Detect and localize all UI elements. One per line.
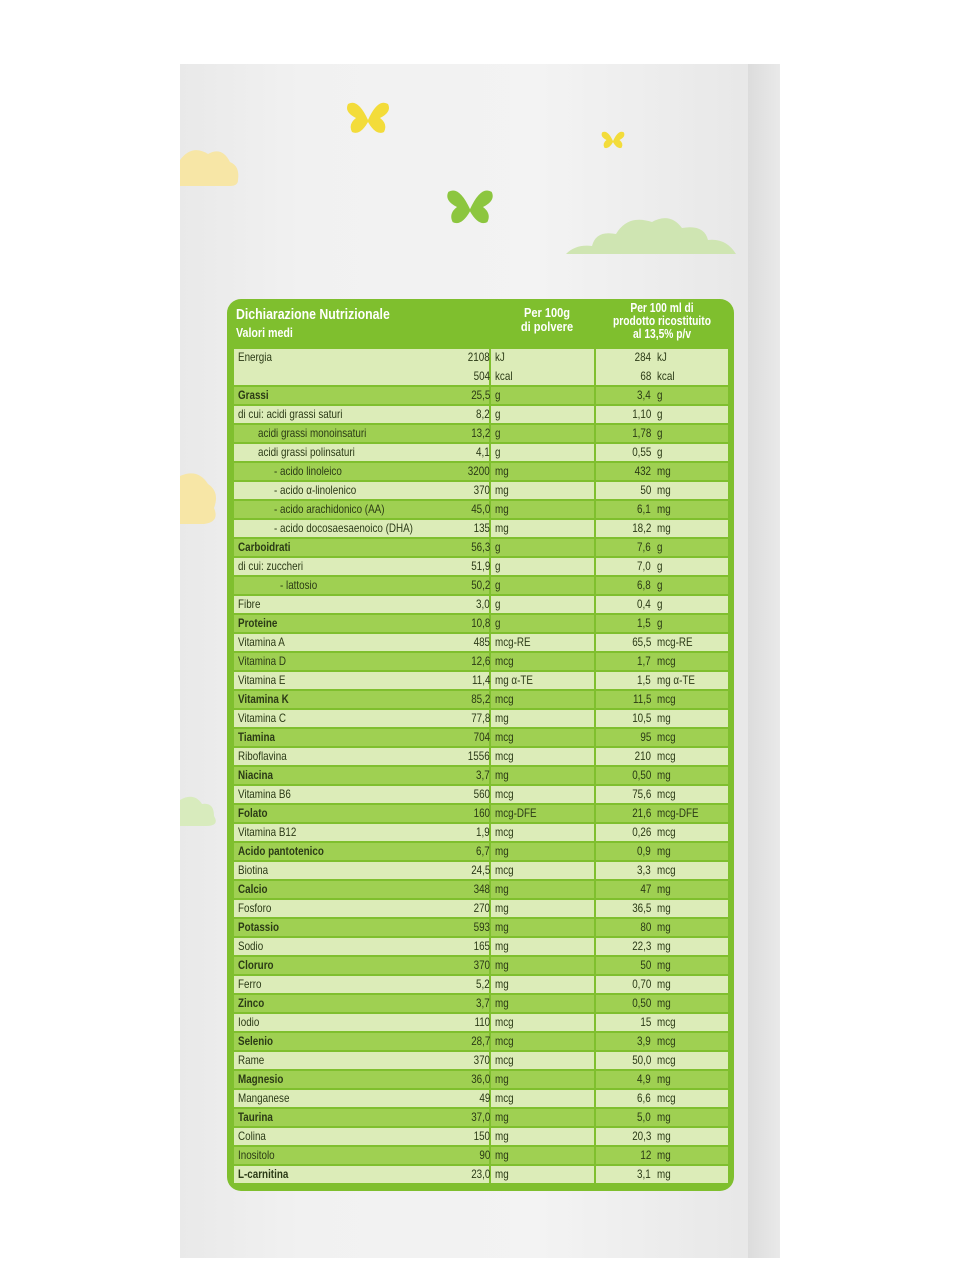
unit-per-100ml: g: [657, 407, 663, 421]
table-row: [234, 387, 728, 404]
nutrient-label: - acido arachidonico (AA): [274, 502, 385, 516]
value-per-100g: 28,7: [470, 1034, 490, 1048]
value-per-100ml: 1,10: [631, 407, 651, 421]
unit-per-100ml: mg α-TE: [657, 673, 695, 687]
value-per-100ml: 95: [640, 730, 651, 744]
unit-per-100g: mg: [495, 502, 509, 516]
table-row: [234, 349, 728, 385]
nutrient-label: acidi grassi polinsaturi: [258, 445, 355, 459]
value-per-100g: 10,8: [470, 616, 490, 630]
nutrient-label: - acido docosaesaenoico (DHA): [274, 521, 413, 535]
value-per-100g: 90: [479, 1148, 490, 1162]
nutrient-label: Vitamina K: [238, 692, 289, 706]
unit-per-100g: mg: [495, 1167, 509, 1181]
unit-per-100ml: mg: [657, 502, 671, 516]
table-subtitle: Valori medi: [236, 325, 293, 340]
table-row: [234, 881, 728, 898]
nutrient-label: Grassi: [238, 388, 269, 402]
value-per-100ml: 65,5: [631, 635, 651, 649]
value-per-100ml: 22,3: [631, 939, 651, 953]
unit-per-100ml: mcg: [657, 1015, 676, 1029]
nutrient-label: - lattosio: [280, 578, 318, 592]
unit-per-100ml: mg: [657, 844, 671, 858]
unit-per-100ml: mg: [657, 977, 671, 991]
nutrient-label: Niacina: [238, 768, 274, 782]
table-row: [234, 1014, 728, 1031]
nutrient-label: L-carnitina: [238, 1167, 289, 1181]
value-per-100ml: 0,9: [637, 844, 651, 858]
unit-per-100g: g: [495, 616, 501, 630]
unit-per-100ml: mg: [657, 464, 671, 478]
value-per-100g: 8,2: [476, 407, 490, 421]
value-per-100ml: 47: [640, 882, 651, 896]
value-per-100g: 1,9: [476, 825, 490, 839]
value-per-100ml: 6,8: [637, 578, 651, 592]
column-header-per-100ml: Per 100 ml di prodotto ricostituito al 13,5% p/v: [613, 301, 711, 341]
unit-per-100g: mcg: [495, 749, 514, 763]
unit-per-100g: mg: [495, 711, 509, 725]
value-per-100ml: 20,3: [631, 1129, 651, 1143]
value-per-100ml: 3,9: [637, 1034, 651, 1048]
nutrient-label: Rame: [238, 1053, 265, 1067]
value-per-100ml: 1,7: [637, 654, 651, 668]
nutrient-label: Riboflavina: [238, 749, 287, 763]
value-per-100g: 485: [473, 635, 490, 649]
nutrient-label: Proteine: [238, 616, 278, 630]
table-row: [234, 919, 728, 936]
value-per-100g: 370: [473, 1053, 490, 1067]
unit-per-100ml: mg: [657, 1167, 671, 1181]
nutrient-label: - acido α-linolenico: [274, 483, 357, 497]
unit-per-100ml: mg: [657, 521, 671, 535]
unit-per-100g: mg: [495, 768, 509, 782]
unit-per-100ml: mcg: [657, 1091, 676, 1105]
unit-per-100g: mg: [495, 844, 509, 858]
value-per-100g: 49: [479, 1091, 490, 1105]
nutrient-label: di cui: acidi grassi saturi: [238, 407, 343, 421]
value-per-100g: 5,2: [476, 977, 490, 991]
nutrient-label: Selenio: [238, 1034, 274, 1048]
unit-per-100ml: mcg-RE: [657, 635, 693, 649]
unit-per-100g: mg: [495, 1148, 509, 1162]
unit-per-100ml: mg: [657, 1129, 671, 1143]
value-per-100g: 165: [473, 939, 490, 953]
table-row: [234, 767, 728, 784]
butterfly-icon: [344, 98, 392, 138]
value-per-100ml: 6,1: [637, 502, 651, 516]
table-row: [234, 729, 728, 746]
unit-per-100g: g: [495, 445, 501, 459]
value-per-100g: 50,2: [470, 578, 490, 592]
table-row: [234, 748, 728, 765]
nutrient-label: Fibre: [238, 597, 261, 611]
value-per-100g: 3,0: [476, 597, 490, 611]
unit-per-100g: kJ: [495, 350, 505, 364]
cloud-icon: [180, 468, 220, 528]
nutrient-label: Acido pantotenico: [238, 844, 324, 858]
value-per-100g: 110: [474, 1015, 490, 1029]
value-per-100ml: 3,4: [637, 388, 651, 402]
value-per-100g: 370: [473, 958, 490, 972]
unit-per-100ml: mg: [657, 882, 671, 896]
unit-per-100g: mg: [495, 977, 509, 991]
value-per-100ml: 1,5: [637, 673, 651, 687]
value-per-100g: 704: [473, 730, 490, 744]
value-per-100ml: 21,6: [631, 806, 651, 820]
value-per-100ml: 68: [640, 369, 651, 383]
unit-per-100ml: mg: [657, 1110, 671, 1124]
nutrition-table: [227, 299, 734, 1191]
cloud-icon: [180, 790, 220, 830]
unit-per-100ml: mg: [657, 1148, 671, 1162]
value-per-100g: 4,1: [476, 445, 490, 459]
table-row: [234, 976, 728, 993]
value-per-100g: 56,3: [470, 540, 490, 554]
table-row: [234, 425, 728, 442]
value-per-100ml: 50,0: [631, 1053, 651, 1067]
unit-per-100ml: kJ: [657, 350, 667, 364]
table-row: [234, 539, 728, 556]
unit-per-100ml: mcg: [657, 1034, 676, 1048]
table-row: [234, 900, 728, 917]
nutrient-label: Vitamina D: [238, 654, 286, 668]
value-per-100ml: 0,4: [637, 597, 651, 611]
unit-per-100g: mcg: [495, 1053, 514, 1067]
unit-per-100ml: mcg: [657, 825, 676, 839]
table-row: [234, 824, 728, 841]
unit-per-100ml: mcg: [657, 787, 676, 801]
unit-per-100ml: g: [657, 540, 663, 554]
nutrient-label: Manganese: [238, 1091, 290, 1105]
unit-per-100ml: mg: [657, 939, 671, 953]
value-per-100g: 593: [473, 920, 490, 934]
value-per-100ml: 0,50: [631, 768, 651, 782]
table-row: [234, 1128, 728, 1145]
unit-per-100ml: mcg: [657, 749, 676, 763]
value-per-100ml: 0,55: [631, 445, 651, 459]
value-per-100g: 3,7: [476, 768, 490, 782]
table-row: [234, 596, 728, 613]
nutrient-label: Fosforo: [238, 901, 272, 915]
value-per-100g: 3,7: [476, 996, 490, 1010]
table-title: Dichiarazione Nutrizionale: [236, 306, 390, 323]
nutrient-label: Cloruro: [238, 958, 274, 972]
unit-per-100g: g: [495, 388, 501, 402]
unit-per-100ml: mcg: [657, 730, 676, 744]
nutrient-label: Calcio: [238, 882, 268, 896]
table-body: [234, 349, 728, 1185]
unit-per-100g: mcg: [495, 863, 514, 877]
value-per-100ml: 7,6: [637, 540, 651, 554]
unit-per-100ml: mcg: [657, 692, 676, 706]
value-per-100ml: 5,0: [637, 1110, 651, 1124]
unit-per-100g: g: [495, 426, 501, 440]
value-per-100g: 24,5: [470, 863, 490, 877]
box-side-edge: [748, 64, 780, 1258]
unit-per-100ml: mg: [657, 1072, 671, 1086]
unit-per-100ml: g: [657, 578, 663, 592]
table-row: [234, 463, 728, 480]
value-per-100g: 370: [473, 483, 490, 497]
value-per-100ml: 7,0: [637, 559, 651, 573]
table-row: [234, 1090, 728, 1107]
value-per-100g: 6,7: [476, 844, 490, 858]
value-per-100g: 36,0: [470, 1072, 490, 1086]
nutrient-label: Taurina: [238, 1110, 273, 1124]
unit-per-100g: mg: [495, 996, 509, 1010]
value-per-100g: 37,0: [470, 1110, 490, 1124]
cloud-icon: [566, 210, 736, 256]
unit-per-100g: mcg-DFE: [495, 806, 537, 820]
value-per-100ml: 4,9: [637, 1072, 651, 1086]
value-per-100ml: 1,5: [637, 616, 651, 630]
value-per-100ml: 36,5: [631, 901, 651, 915]
value-per-100g: 13,2: [470, 426, 490, 440]
value-per-100ml: 18,2: [631, 521, 651, 535]
nutrient-label: Vitamina B6: [238, 787, 291, 801]
unit-per-100ml: mcg-DFE: [657, 806, 699, 820]
nutrient-label: Vitamina C: [238, 711, 286, 725]
unit-per-100g: mcg: [495, 654, 514, 668]
table-row: [234, 805, 728, 822]
unit-per-100g: mcg: [495, 1034, 514, 1048]
value-per-100g: 560: [473, 787, 490, 801]
table-row: [234, 577, 728, 594]
unit-per-100g: mcg: [495, 787, 514, 801]
unit-per-100g: mg: [495, 1129, 509, 1143]
nutrient-label: Biotina: [238, 863, 269, 877]
unit-per-100g: mcg: [495, 1015, 514, 1029]
nutrient-label: Inositolo: [238, 1148, 275, 1162]
nutrient-label: Vitamina A: [238, 635, 285, 649]
table-header: [227, 299, 734, 349]
value-per-100g: 2108: [468, 350, 490, 364]
unit-per-100g: mg: [495, 882, 509, 896]
unit-per-100ml: kcal: [657, 369, 675, 383]
unit-per-100ml: mg: [657, 711, 671, 725]
value-per-100ml: 0,70: [631, 977, 651, 991]
value-per-100g: 25,5: [470, 388, 490, 402]
value-per-100ml: 284: [634, 350, 651, 364]
table-row: [234, 653, 728, 670]
value-per-100g: 270: [473, 901, 490, 915]
table-row: [234, 1071, 728, 1088]
value-per-100ml: 75,6: [631, 787, 651, 801]
unit-per-100g: g: [495, 407, 501, 421]
nutrient-label: Carboidrati: [238, 540, 291, 554]
nutrient-label: Iodio: [238, 1015, 260, 1029]
unit-per-100g: mcg-RE: [495, 635, 531, 649]
nutrient-label: di cui: zuccheri: [238, 559, 304, 573]
table-row: [234, 786, 728, 803]
unit-per-100g: mg: [495, 464, 509, 478]
column-header-per-100g: Per 100g di polvere: [520, 305, 574, 334]
butterfly-icon: [444, 184, 496, 230]
unit-per-100g: mg: [495, 958, 509, 972]
table-row: [234, 615, 728, 632]
unit-per-100ml: mg: [657, 920, 671, 934]
value-per-100ml: 80: [640, 920, 651, 934]
value-per-100g: 11,4: [471, 673, 490, 687]
value-per-100g: 504: [473, 369, 490, 383]
table-row: [234, 710, 728, 727]
nutrient-label: Folato: [238, 806, 268, 820]
nutrient-label: Sodio: [238, 939, 264, 953]
value-per-100ml: 6,6: [637, 1091, 651, 1105]
table-row: [234, 406, 728, 423]
unit-per-100g: mg: [495, 939, 509, 953]
unit-per-100ml: mg: [657, 996, 671, 1010]
value-per-100ml: 0,26: [631, 825, 651, 839]
unit-per-100ml: g: [657, 616, 663, 630]
unit-per-100ml: mg: [657, 958, 671, 972]
table-row: [234, 558, 728, 575]
unit-per-100g: g: [495, 540, 501, 554]
value-per-100g: 3200: [468, 464, 490, 478]
nutrient-label: Tiamina: [238, 730, 276, 744]
table-row: [234, 1033, 728, 1050]
value-per-100ml: 210: [634, 749, 651, 763]
value-per-100g: 160: [473, 806, 490, 820]
value-per-100ml: 10,5: [631, 711, 651, 725]
nutrient-label: - acido linoleico: [274, 464, 342, 478]
nutrient-label: Potassio: [238, 920, 280, 934]
table-row: [234, 501, 728, 518]
table-row: [234, 1052, 728, 1069]
value-per-100g: 1556: [468, 749, 490, 763]
cloud-icon: [180, 140, 240, 190]
unit-per-100ml: g: [657, 445, 663, 459]
unit-per-100g: mcg: [495, 825, 514, 839]
table-row: [234, 482, 728, 499]
table-row: [234, 957, 728, 974]
table-row: [234, 843, 728, 860]
unit-per-100ml: g: [657, 597, 663, 611]
value-per-100g: 45,0: [470, 502, 490, 516]
unit-per-100ml: g: [657, 388, 663, 402]
unit-per-100ml: mg: [657, 901, 671, 915]
value-per-100g: 135: [473, 521, 490, 535]
value-per-100g: 51,9: [470, 559, 490, 573]
table-row: [234, 444, 728, 461]
table-row: [234, 995, 728, 1012]
value-per-100ml: 50: [640, 483, 651, 497]
value-per-100g: 77,8: [470, 711, 490, 725]
nutrient-label: Zinco: [238, 996, 265, 1010]
unit-per-100g: mcg: [495, 730, 514, 744]
table-row: [234, 862, 728, 879]
nutrient-label: Colina: [238, 1129, 266, 1143]
unit-per-100g: mg: [495, 1072, 509, 1086]
table-row: [234, 634, 728, 651]
unit-per-100ml: mg: [657, 768, 671, 782]
value-per-100ml: 11,5: [632, 692, 651, 706]
table-row: [234, 1147, 728, 1164]
unit-per-100g: kcal: [495, 369, 513, 383]
table-row: [234, 520, 728, 537]
unit-per-100ml: g: [657, 559, 663, 573]
value-per-100g: 348: [473, 882, 490, 896]
table-row: [234, 938, 728, 955]
value-per-100ml: 50: [640, 958, 651, 972]
value-per-100g: 85,2: [470, 692, 490, 706]
value-per-100g: 12,6: [470, 654, 490, 668]
value-per-100ml: 12: [640, 1148, 651, 1162]
value-per-100ml: 3,3: [637, 863, 651, 877]
table-row: [234, 1109, 728, 1126]
unit-per-100ml: mcg: [657, 863, 676, 877]
table-row: [234, 1166, 728, 1183]
unit-per-100ml: mg: [657, 483, 671, 497]
nutrient-label: Vitamina E: [238, 673, 286, 687]
unit-per-100ml: mcg: [657, 654, 676, 668]
unit-per-100g: g: [495, 559, 501, 573]
unit-per-100g: mg α-TE: [495, 673, 533, 687]
nutrient-label: Magnesio: [238, 1072, 284, 1086]
butterfly-icon: [600, 128, 626, 152]
nutrient-label: Energia: [238, 350, 272, 364]
unit-per-100ml: g: [657, 426, 663, 440]
nutrient-label: Ferro: [238, 977, 262, 991]
unit-per-100g: mg: [495, 521, 509, 535]
unit-per-100g: g: [495, 578, 501, 592]
value-per-100g: 150: [473, 1129, 490, 1143]
value-per-100g: 23,0: [470, 1167, 490, 1181]
unit-per-100ml: mcg: [657, 1053, 676, 1067]
unit-per-100g: mg: [495, 483, 509, 497]
unit-per-100g: mg: [495, 901, 509, 915]
value-per-100ml: 1,78: [631, 426, 651, 440]
value-per-100ml: 0,50: [631, 996, 651, 1010]
unit-per-100g: mg: [495, 1110, 509, 1124]
value-per-100ml: 3,1: [637, 1167, 651, 1181]
unit-per-100g: mg: [495, 920, 509, 934]
unit-per-100g: mcg: [495, 692, 514, 706]
table-row: [234, 672, 728, 689]
value-per-100ml: 432: [634, 464, 651, 478]
table-row: [234, 691, 728, 708]
unit-per-100g: g: [495, 597, 501, 611]
value-per-100ml: 15: [640, 1015, 651, 1029]
unit-per-100g: mcg: [495, 1091, 514, 1105]
nutrient-label: acidi grassi monoinsaturi: [258, 426, 367, 440]
nutrient-label: Vitamina B12: [238, 825, 297, 839]
